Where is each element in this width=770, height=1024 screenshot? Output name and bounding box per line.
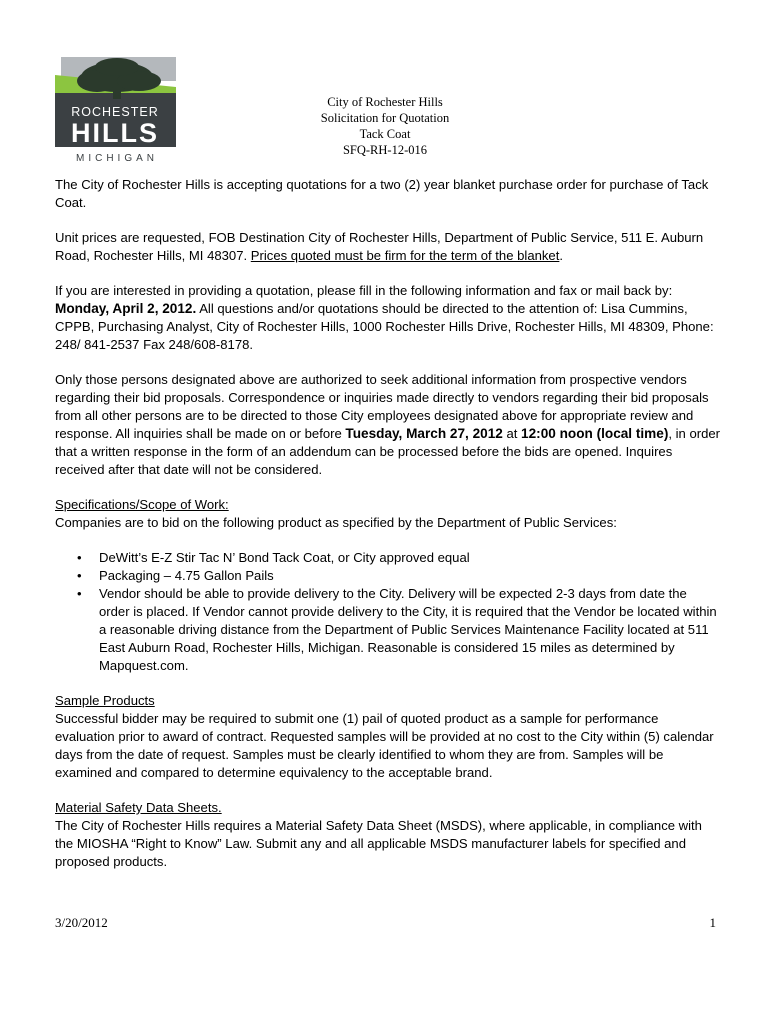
submission-paragraph xyxy=(55,282,721,354)
inquiries-text-3: , in order that a written response in the form of an addendum can be processed before the bids are opened. Inquires received after that date will not be considered. xyxy=(55,426,721,477)
inquiries-date: Tuesday, March 27, 2012 xyxy=(345,426,503,441)
specifications-heading: Specifications/Scope of Work: xyxy=(55,497,229,512)
header-product: Tack Coat xyxy=(359,127,411,141)
list-item-text: DeWitt’s E-Z Stir Tac N’ Bond Tack Coat, or City approved equal xyxy=(99,550,470,565)
rochester-hills-logo xyxy=(55,57,181,165)
list-item xyxy=(77,567,721,585)
specifications-list xyxy=(55,549,721,675)
bullet-icon: • xyxy=(77,586,82,601)
intro-paragraph: The City of Rochester Hills is accepting quotations for a two (2) year blanket purchase order for purchase of Tack Coat. xyxy=(55,177,709,210)
list-item xyxy=(77,549,721,567)
msds-text: The City of Rochester Hills requires a Material Safety Data Sheet (MSDS), where applicable, in compliance with the MIOSHA “Right to Know” Law. Submit any and all applicable MSDS manufacturer labels for specified and proposed products. xyxy=(55,818,702,869)
footer-date: 3/20/2012 xyxy=(55,915,108,930)
bullet-icon: • xyxy=(77,568,82,583)
submission-text-1: If you are interested in providing a quotation, please fill in the following information and fax or mail back by: xyxy=(55,283,673,298)
samples-text: Successful bidder may be required to submit one (1) pail of quoted product as a sample for performance evaluation prior to award of contract. Requested samples will be provided at no cost to the City within (5) calendar days from the date of request. Samples must be clearly identified to whom they are from. Samples will be examined and compared to determine equivalency to the acceptable brand. xyxy=(55,711,714,780)
msds-section xyxy=(55,799,721,871)
header-solicitation: Solicitation for Quotation xyxy=(320,111,450,125)
pricing-text: Unit prices are requested, FOB Destination City of Rochester Hills, Department of Public Service, 511 E. Auburn Road, Rochester Hills, MI 48307. xyxy=(55,230,704,263)
submission-deadline: Monday, April 2, 2012. xyxy=(55,301,197,316)
logo-state: MICHIGAN xyxy=(76,153,158,164)
inquiries-text-1: Only those persons designated above are authorized to seek additional information from prospective vendors regarding their bid proposals. Correspondence or inquiries made directly to vendors regarding their bid proposals from all other persons are to be directed to those City employees designated above for appropriate review and response. All inquiries shall be made on or before xyxy=(55,372,709,441)
page-number: 1 xyxy=(709,915,716,930)
list-item xyxy=(77,585,721,675)
pricing-end: . xyxy=(559,248,563,263)
inquiries-text-2: at xyxy=(502,426,522,441)
submission-text-2: All questions and/or quotations should be directed to the attention of: Lisa Cummins, CPPB, Purchasing Analyst, City of Rochester Hills, 1000 Rochester Hills Drive, Rochester Hills, MI 48309, Phone: 248/ 841-2537 Fax 248/608-8178. xyxy=(55,301,714,352)
pricing-paragraph xyxy=(55,229,721,265)
header-city: City of Rochester Hills xyxy=(327,95,443,109)
samples-heading: Sample Products xyxy=(55,693,155,708)
header-number: SFQ-RH-12-016 xyxy=(342,143,428,157)
bullet-icon: • xyxy=(77,550,82,565)
firm-price-notice: Prices quoted must be firm for the term of the blanket xyxy=(250,248,560,263)
samples-section xyxy=(55,692,721,782)
list-item-text: Vendor should be able to provide delivery to the City. Delivery will be expected 2-3 days from date the order is placed. If Vendor cannot provide delivery to the City, it is required that the Vendor be located within a reasonable driving distance from the Department of Public Services Maintenance Facility located at 511 East Auburn Road, Rochester Hills, Michigan. Reasonable is considered 15 miles as determined by Mapquest.com. xyxy=(99,586,717,673)
specifications-intro: Companies are to bid on the following product as specified by the Department of Public Services: xyxy=(55,515,617,530)
specifications-section xyxy=(55,496,721,675)
logo-name-line1: ROCHESTER xyxy=(71,105,159,119)
list-item-text: Packaging – 4.75 Gallon Pails xyxy=(99,568,274,583)
logo-name-line2: HILLS xyxy=(71,118,159,148)
msds-heading: Material Safety Data Sheets. xyxy=(55,800,222,815)
document-header xyxy=(275,94,495,158)
inquiries-paragraph xyxy=(55,371,721,479)
document-body xyxy=(55,176,721,888)
inquiries-time: 12:00 noon (local time) xyxy=(521,426,669,441)
